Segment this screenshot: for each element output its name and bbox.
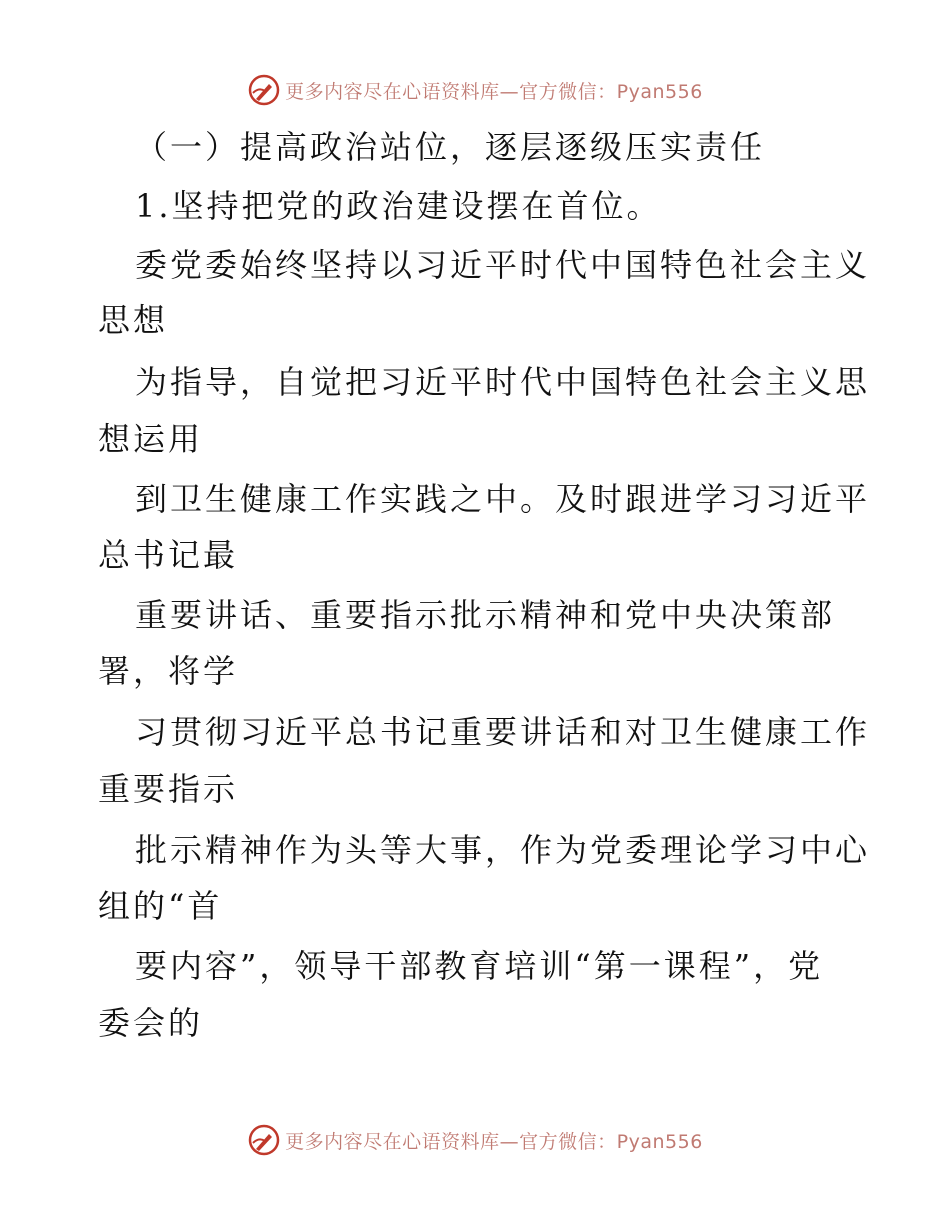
section-heading: （一）提高政治站位，逐层逐级压实责任: [135, 128, 766, 166]
paragraph-line: 为指导，自觉把习近平时代中国特色社会主义思: [135, 363, 871, 401]
pen-logo-icon: [247, 1123, 281, 1157]
paragraph-line: 重要指示: [98, 770, 239, 808]
paragraph-line: 委党委始终坚持以习近平时代中国特色社会主义: [135, 246, 871, 284]
paragraph-line: 到卫生健康工作实践之中。及时跟进学习习近平: [135, 480, 871, 518]
footer-banner: [0, 1120, 950, 1160]
paragraph-line: 习贯彻习近平总书记重要讲话和对卫生健康工作: [135, 713, 871, 751]
paragraph-line: 思想: [98, 301, 169, 339]
subsection-heading: 1.坚持把党的政治建设摆在首位。: [135, 187, 662, 225]
paragraph-line: 总书记最: [98, 536, 239, 574]
paragraph-line: 批示精神作为头等大事，作为党委理论学习中心: [135, 831, 871, 869]
paragraph-line: 署，将学: [98, 652, 239, 690]
pen-logo-icon: [247, 73, 281, 107]
paragraph-line: 要内容”，领导干部教育培训“第一课程”，党: [135, 947, 824, 985]
paragraph-line: 委会的: [98, 1004, 204, 1042]
paragraph-line: 重要讲话、重要指示批示精神和党中央决策部: [135, 596, 836, 634]
paragraph-line: 组的“首: [98, 887, 223, 925]
paragraph-line: 想运用: [98, 420, 204, 458]
footer-banner-text: 更多内容尽在心语资料库—官方微信：Pyan556: [285, 1130, 703, 1153]
header-banner: [0, 70, 950, 110]
header-banner-text: 更多内容尽在心语资料库—官方微信：Pyan556: [285, 80, 703, 103]
